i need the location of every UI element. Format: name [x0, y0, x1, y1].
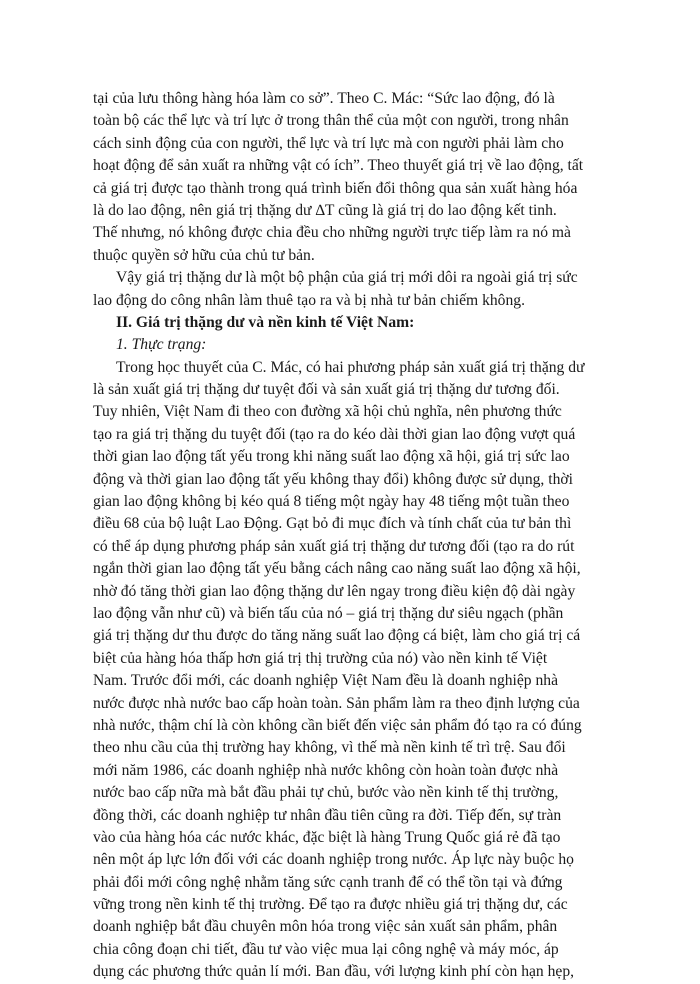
- text-line: Thế nhưng, nó không được chia đều cho những người trực tiếp làm ra nó mà: [93, 224, 571, 242]
- text-line: dụng các phương thức quản lí mới. Ban đầu, với lượng kinh phí còn hạn hẹp,: [93, 963, 575, 981]
- text-line: theo nhu cầu của thị trường hay không, vì thế mà nền kinh tế trì trệ. Sau đổi: [93, 739, 566, 757]
- text-line: nước bao cấp nữa mà bắt đầu phải tự chủ, bước vào nền kinh tế thị trường,: [93, 784, 559, 802]
- document-body: [93, 88, 603, 984]
- text-line: chia công đoạn chi tiết, đầu tư vào việc mua lại công nghệ và máy móc, áp: [93, 940, 559, 958]
- text-line: nhờ đó tăng thời gian lao động thặng dư lên ngay trong điều kiện độ dài ngày: [93, 582, 576, 600]
- section-heading: II. Giá trị thặng dư và nền kinh tế Việt Nam:: [116, 313, 415, 331]
- text-line: tạo ra giá trị thặng du tuyệt đối (tạo ra do kéo dài thời gian lao động vượt quá: [93, 425, 576, 443]
- text-line: ngắn thời gian lao động tất yếu bằng cách nâng cao năng suất lao động xã hội,: [93, 560, 581, 578]
- text-line: phải đổi mới công nghệ nhằm tăng sức cạnh tranh để có thể tồn tại và đứng: [93, 873, 563, 891]
- text-line: toàn bộ các thể lực và trí lực ở trong thân thể của một con người, trong nhân: [93, 112, 569, 130]
- text-line: Trong học thuyết của C. Mác, có hai phương pháp sản xuất giá trị thặng dư: [116, 358, 585, 376]
- text-line: tại của lưu thông hàng hóa làm co sở”. Theo C. Mác: “Sức lao động, đó là: [93, 90, 555, 107]
- text-line: vào của hàng hóa các nước khác, đặc biệt là hàng Trung Quốc giá rẻ đã tạo: [93, 828, 561, 846]
- text-line: Vậy giá trị thặng dư là một bộ phận của giá trị mới dôi ra ngoài giá trị sức: [116, 269, 578, 287]
- text-line: có thể áp dụng phương pháp sản xuất giá trị thặng dư tương đối (tạo ra do rút: [93, 537, 575, 555]
- text-line: là sản xuất giá trị thặng dư tuyệt đối và sản xuất giá trị thặng dư tương đối.: [93, 381, 560, 399]
- paragraph-current-situation: [93, 357, 603, 984]
- text-line: là do lao động, nên giá trị thặng dư ∆T cũng là giá trị do lao động kết tinh.: [93, 201, 557, 219]
- text-line: nhà nước, thậm chí là còn không cần biết đến việc sản phẩm đó tạo ra có đúng: [93, 716, 582, 734]
- text-line: hoạt động để sản xuất ra những vật có ích”. Theo thuyết giá trị về lao động, tất: [93, 157, 584, 175]
- text-line: Tuy nhiên, Việt Nam đi theo con đường xã hội chủ nghĩa, nên phương thức: [93, 403, 562, 421]
- text-line: lao động vẫn như cũ) và biến tấu của nó – giá trị thặng dư siêu ngạch (phần: [93, 604, 564, 622]
- text-line: thời gian lao động tất yếu trong khi năng suất lao động xã hội, giá trị sức lao: [93, 448, 570, 466]
- paragraph-surplus-definition: [93, 267, 603, 312]
- text-line: lao động do công nhân làm thuê tạo ra và bị nhà tư bản chiếm không.: [93, 291, 525, 309]
- text-line: thuộc quyền sở hữu của chủ tư bản.: [93, 246, 315, 264]
- text-line: điều 68 của bộ luật Lao Động. Gạt bỏ đi mục đích và tính chất của tư bản thì: [93, 515, 572, 533]
- text-line: doanh nghiệp bắt đầu chuyên môn hóa trong việc sản xuất sản phẩm, phân: [93, 918, 558, 936]
- text-line: gian lao động không bị kéo quá 8 tiếng một ngày hay 48 tiếng một tuần theo: [93, 493, 570, 511]
- text-line: cách sinh động của con người, thể lực và trí lực mà con người phải làm cho: [93, 134, 564, 152]
- text-line: động và thời gian lao động tất yếu không thay đổi) không được sử dụng, thời: [93, 470, 573, 488]
- text-line: Nam. Trước đổi mới, các doanh nghiệp Việt Nam đều là doanh nghiệp nhà: [93, 672, 559, 690]
- text-line: nước được nhà nước bao cấp hoàn toàn. Sản phẩm làm ra theo định lượng của: [93, 694, 580, 712]
- subsection-heading: 1. Thực trạng:: [116, 336, 207, 354]
- text-line: nên một áp lực lớn đối với các doanh nghiệp trong nước. Áp lực này buộc họ: [93, 851, 574, 869]
- text-line: cả giá trị được tạo thành trong quá trình biến đổi thông qua sản xuất hàng hóa: [93, 179, 578, 197]
- text-line: mới năm 1986, các doanh nghiệp nhà nước không còn hoàn toàn được nhà: [93, 761, 559, 779]
- text-line: biệt của hàng hóa thấp hơn giá trị thị trường của nó) vào nền kinh tế Việt: [93, 649, 548, 667]
- text-line: giá trị thặng dư thu được do tăng năng suất lao động cá biệt, làm cho giá trị cá: [93, 627, 581, 645]
- text-line: vững trong nền kinh tế thị trường. Để tạo ra được nhiều giá trị thặng dư, các: [93, 896, 568, 914]
- text-line: đồng thời, các doanh nghiệp tư nhân đầu tiên cũng ra đời. Tiếp đến, sự tràn: [93, 806, 562, 824]
- paragraph-labor-value: [93, 88, 603, 267]
